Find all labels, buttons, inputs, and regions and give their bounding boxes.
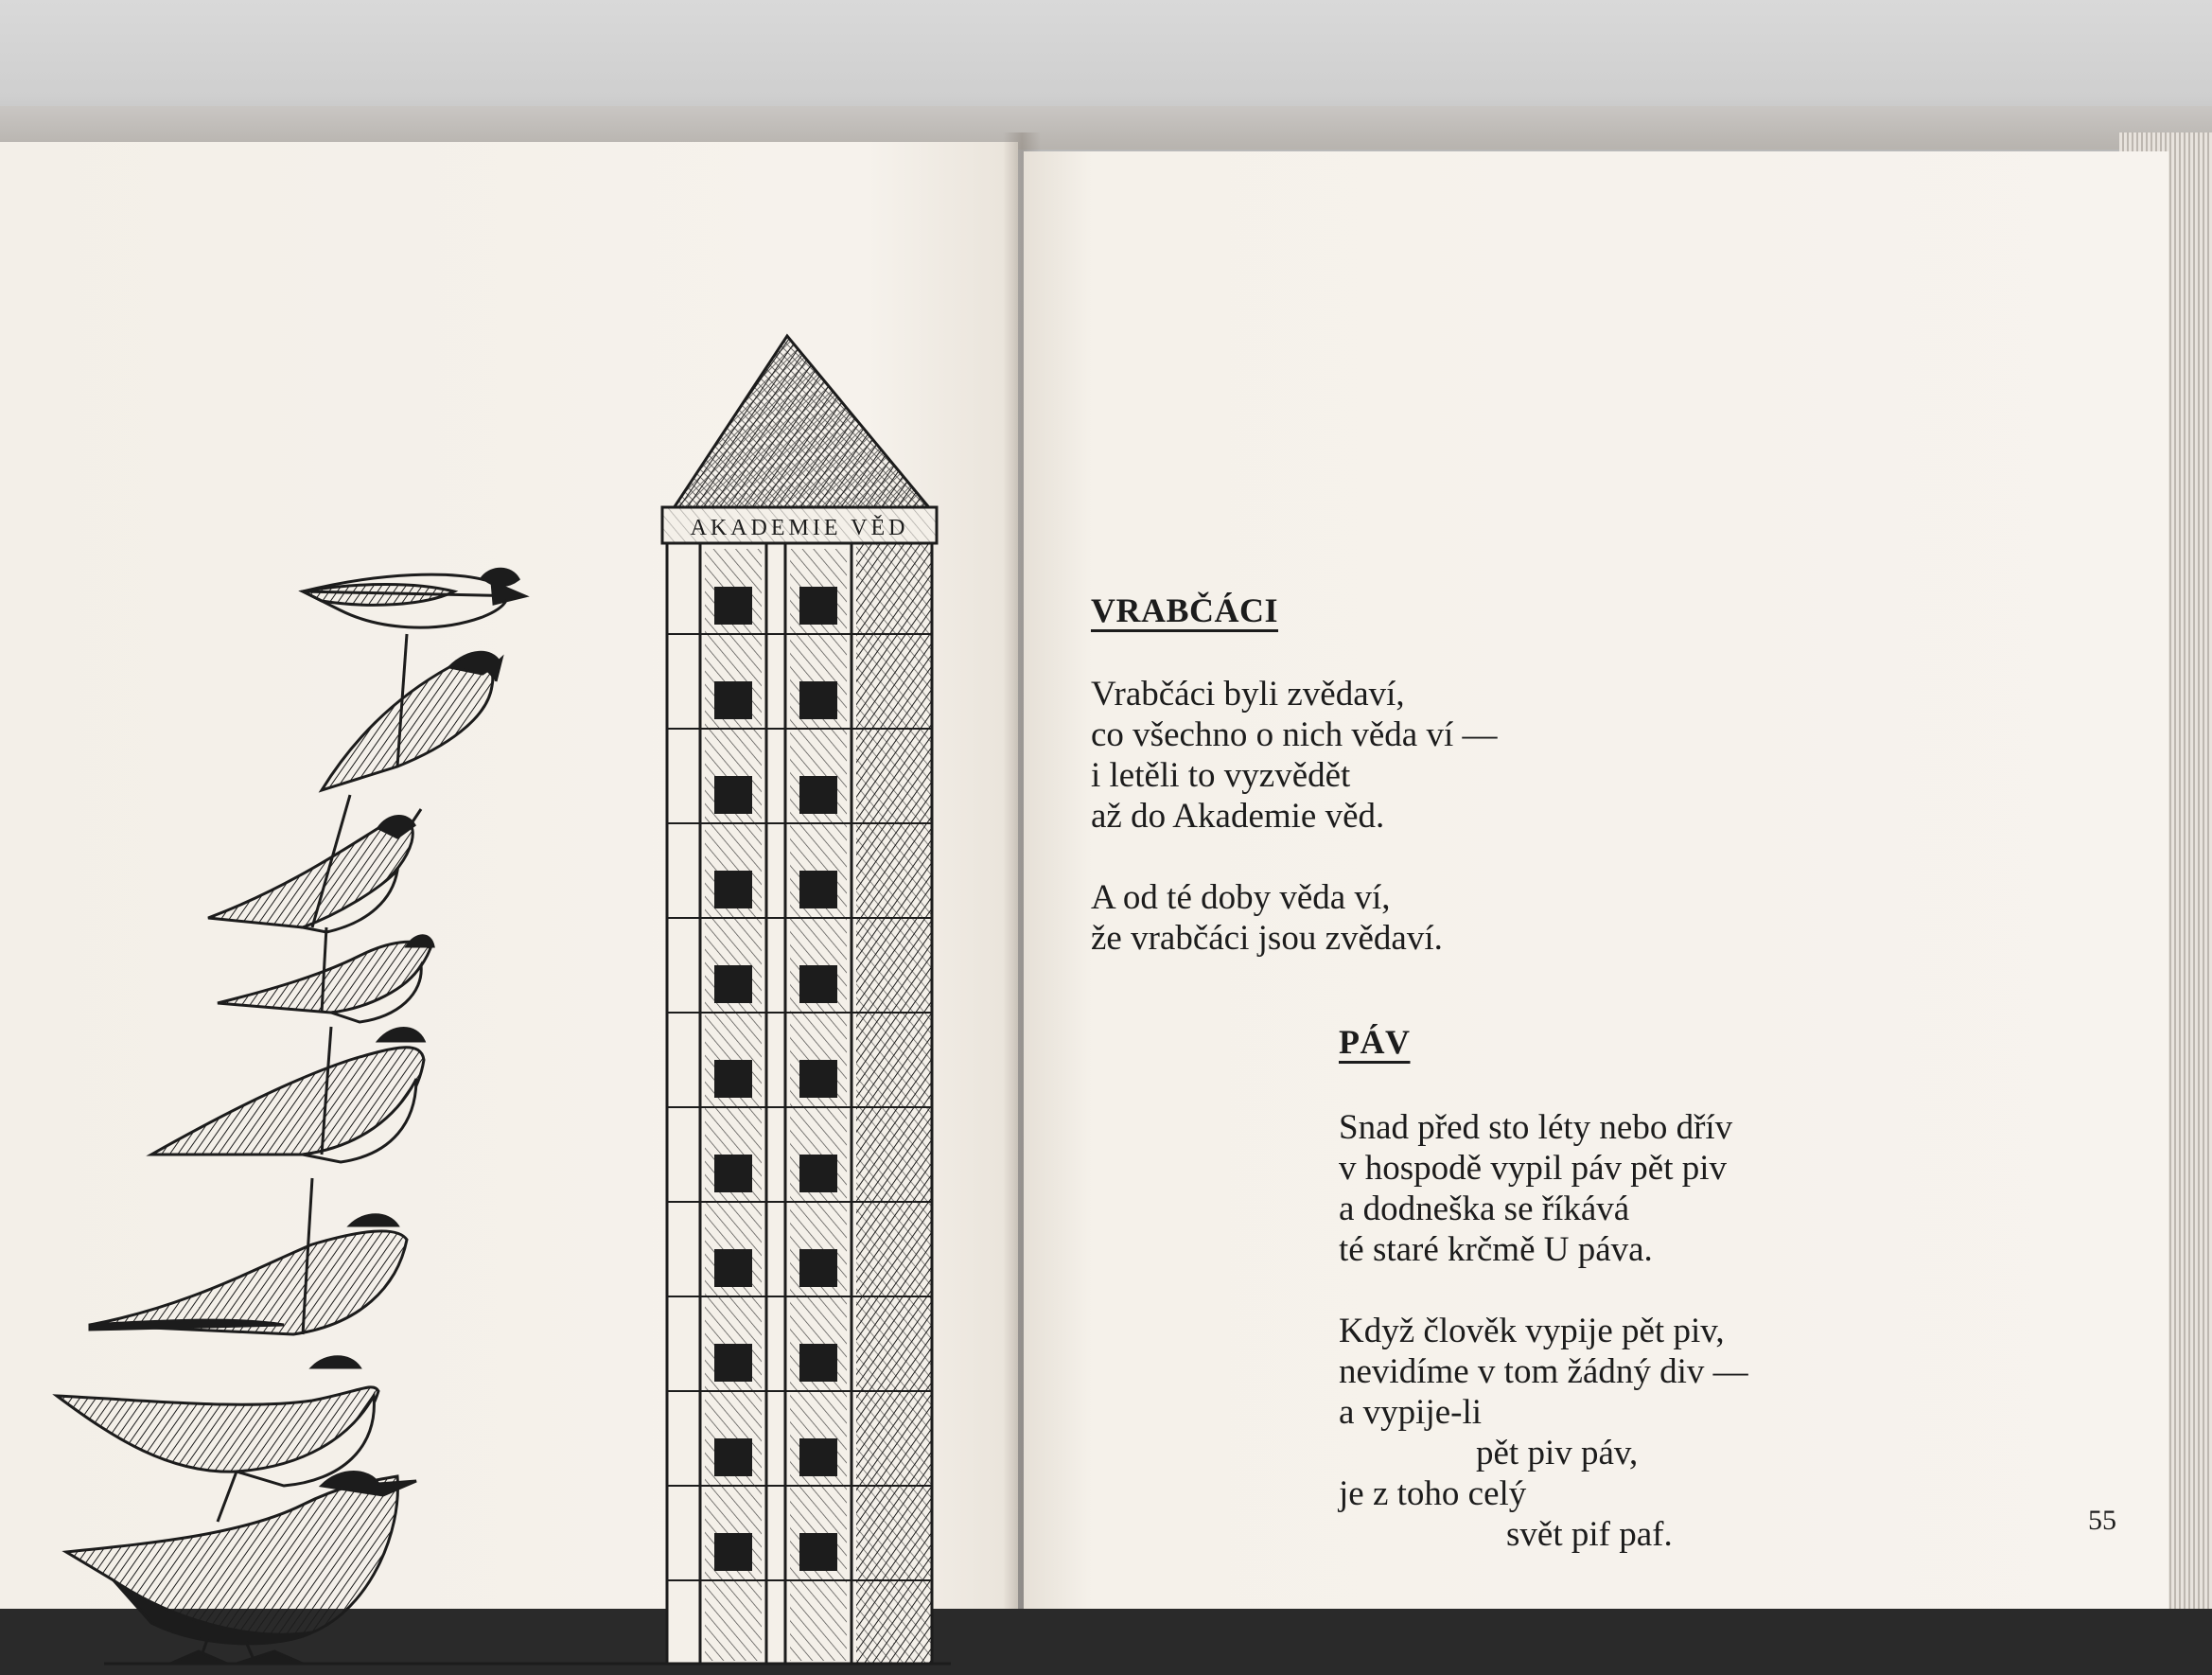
poem-line: že vrabčáci jsou zvědaví. bbox=[1091, 919, 1443, 958]
poem-line: až do Akademie věd. bbox=[1091, 797, 1385, 836]
sparrow-4 bbox=[218, 927, 433, 1022]
poem-line: nevidíme v tom žádný div — bbox=[1339, 1352, 1748, 1391]
sparrow-8 bbox=[66, 1472, 416, 1665]
poem-body-vrabcaci bbox=[1091, 674, 1498, 959]
sparrow-5 bbox=[151, 1027, 424, 1162]
sparrow-6 bbox=[90, 1178, 407, 1334]
stanza-gap bbox=[1091, 837, 1498, 877]
page-number: 55 bbox=[2088, 1505, 2116, 1536]
poem-line: Když člověk vypije pět piv, bbox=[1339, 1312, 1725, 1350]
poem-line: je z toho celý bbox=[1339, 1474, 1527, 1513]
tower-sign: AKADEMIE VĚD bbox=[690, 516, 909, 540]
poem-line: Vrabčáci byli zvědaví, bbox=[1091, 675, 1405, 714]
poem-line: Snad před sto léty nebo dřív bbox=[1339, 1108, 1733, 1147]
poem-line: a vypije-li bbox=[1339, 1393, 1483, 1432]
sparrow-2 bbox=[322, 634, 501, 790]
poem-line: pět piv páv, bbox=[1476, 1434, 1639, 1472]
sparrows-and-tower-illustration bbox=[0, 322, 993, 1675]
poem-line: A od té doby věda ví, bbox=[1091, 878, 1391, 917]
poem-line: a dodneška se říkává bbox=[1339, 1190, 1630, 1228]
poem-line: té staré krčmě U páva. bbox=[1339, 1230, 1653, 1269]
sparrow-1 bbox=[303, 569, 525, 627]
sparrow-3 bbox=[208, 795, 421, 932]
poem-line: i letěli to vyzvědět bbox=[1091, 756, 1351, 795]
poem-body-pav bbox=[1339, 1107, 1748, 1555]
poem-title-vrabcaci: VRABČÁCI bbox=[1091, 591, 1279, 629]
poem-line: co všechno o nich věda ví — bbox=[1091, 715, 1498, 754]
poem-line: v hospodě vypil páv pět piv bbox=[1339, 1149, 1728, 1188]
sparrow-stack bbox=[57, 569, 525, 1664]
stanza-gap bbox=[1339, 1270, 1748, 1311]
poem-title-pav: PÁV bbox=[1339, 1023, 1411, 1061]
poem-line: svět pif paf. bbox=[1506, 1515, 1673, 1554]
academy-tower bbox=[662, 336, 937, 1664]
left-page bbox=[0, 142, 1018, 1609]
